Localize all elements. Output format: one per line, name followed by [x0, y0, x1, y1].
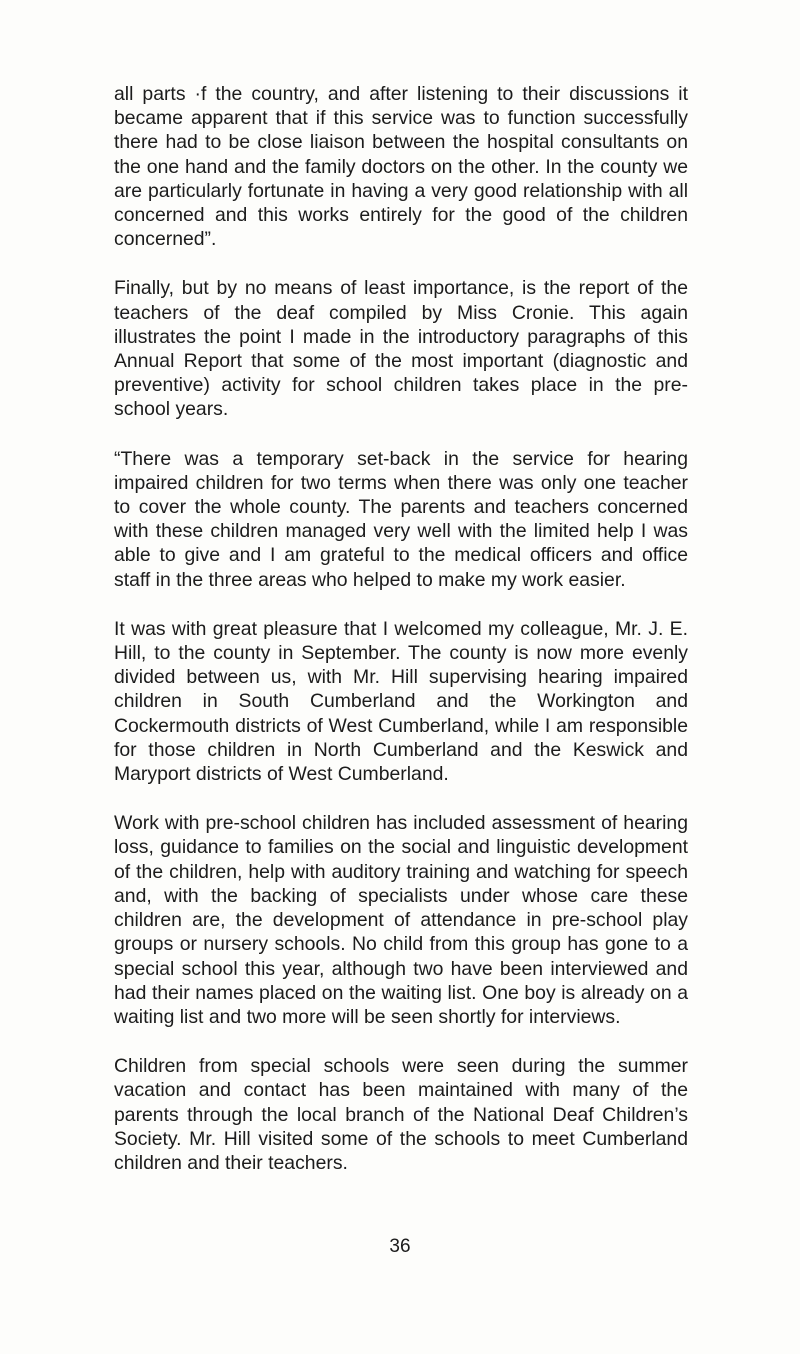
paragraph-special-schools: Children from special schools were seen during the summer vacation and contact has been maintained with many of the parents through the local branch of the National Deaf Children’s Society. Mr. Hill visited some of the schools to meet Cumberland children and their teachers.	[114, 1055, 688, 1174]
page-number: 36	[389, 1236, 411, 1257]
paragraph-continuation: all parts ·f the country, and after listening to their discussions it became apparent that if this service was to function successfully there had to be close liaison between the hospital consultants on the one hand and the family doctors on the other. In the county we are particularly fortunate in having a very good relationship with all concerned and this works entirely for the good of the children concerned”.	[114, 83, 688, 251]
paragraph-preschool-work: Work with pre-school children has included assessment of hearing loss, guidance to families on the social and linguistic development of the children, help with auditory training and watching for speech and, with the backing of specialists under whose care these children are, the development of attendance in pre-school play groups or nursery schools. No child from this group has gone to a special school this year, although two have been interviewed and had their names placed on the waiting list. One boy is already on a waiting list and two more will be seen shortly for interviews.	[114, 812, 688, 1028]
paragraph-teachers-report: Finally, but by no means of least importance, is the report of the teachers of the deaf compiled by Miss Cronie. This again illustrates the point I made in the introductory paragraphs of this Annual Report that some of the most important (diagnostic and preventive) activity for school children takes place in the pre-school years.	[114, 277, 688, 421]
body-text	[114, 82, 688, 1200]
paragraph-setback: “There was a temporary set-back in the service for hearing impaired children for two terms when there was only one teacher to cover the whole county. The parents and teachers concerned with these children managed very well with the limited help I was able to give and I am grateful to the medical officers and office staff in the three areas who helped to make my work easier.	[114, 447, 688, 591]
paragraph-colleague: It was with great pleasure that I welcomed my colleague, Mr. J. E. Hill, to the county in September. The county is now more evenly divided between us, with Mr. Hill supervising hearing impaired children in South Cumberland and the Workington and Cockermouth districts of West Cumberland, while I am responsible for those children in North Cumberland and the Keswick and Maryport districts of West Cumberland.	[114, 617, 688, 786]
